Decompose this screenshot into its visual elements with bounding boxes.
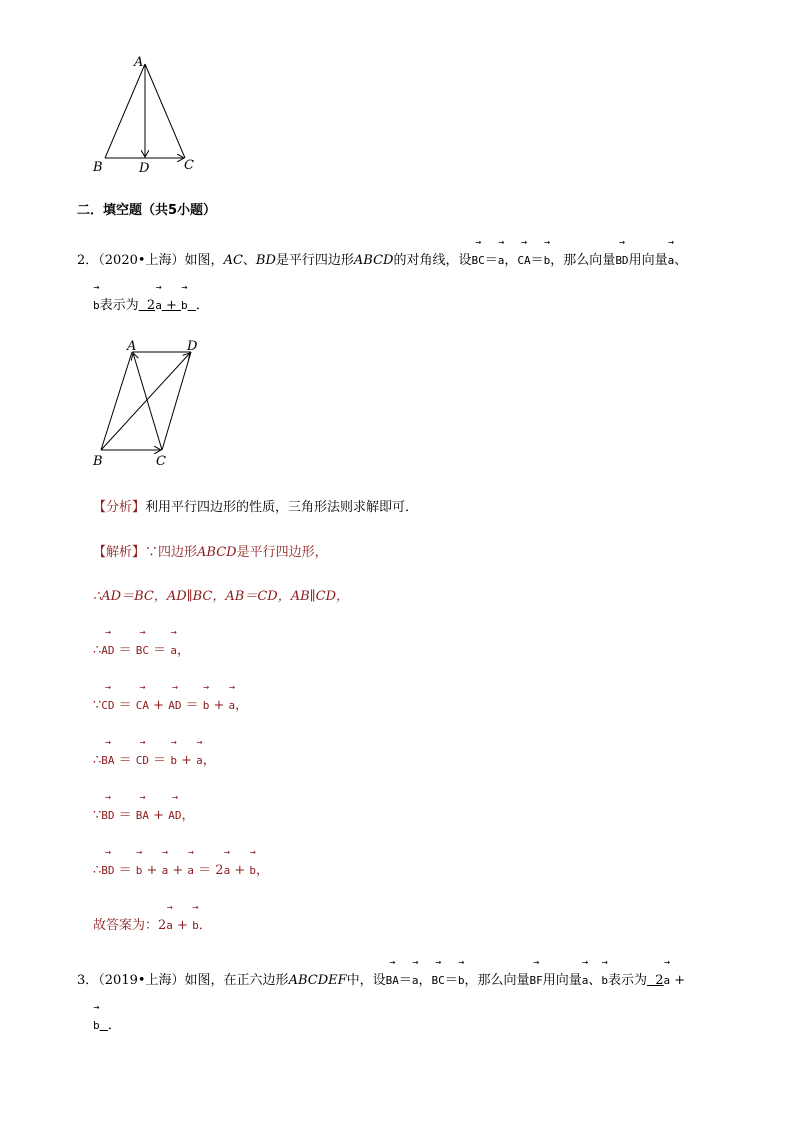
end: ， (181, 808, 195, 823)
vec-a: → a (412, 971, 419, 991)
label-c: C (156, 454, 166, 469)
vec-b: → b (458, 971, 465, 991)
q2-ans-pad (139, 298, 147, 313)
op: ＝ (114, 753, 136, 768)
vec-ca: → CA (136, 696, 149, 716)
vec-bf: → BF (529, 971, 542, 991)
q2-ans-2: 2 (146, 298, 156, 313)
q2-answer-blank (139, 298, 196, 313)
sym: ∵ (93, 808, 102, 823)
vec-bc: → BC (136, 641, 149, 661)
q2-comma: ， (504, 253, 518, 268)
analysis-tag: 【分析】 (93, 500, 146, 515)
side-ab (101, 352, 132, 450)
op: ＝ (114, 863, 136, 878)
q2-number: 2． (77, 253, 99, 268)
q3-text: 中，设 (346, 973, 386, 988)
q2-bd: BD (255, 253, 276, 268)
op: ＝ 2 (194, 863, 224, 878)
vec-b: → b (93, 296, 100, 316)
vec-a: → a (224, 861, 231, 881)
q3-answer-blank (647, 973, 670, 988)
vec-bd: → BD (101, 861, 114, 881)
q3-text: 表示为 (607, 973, 647, 988)
vec-a: → a (155, 296, 162, 316)
vec-b: → b (249, 861, 256, 881)
vec-ca: → CA (517, 251, 530, 271)
op: + (172, 918, 193, 933)
q2-text: 如图， (184, 253, 224, 268)
vec-bc: → BC (432, 971, 445, 991)
op: ＝ (114, 808, 136, 823)
q3-text: 如图，在正六边形 (184, 973, 289, 988)
q2-ac: AC (223, 253, 243, 268)
vec-a: → a (582, 971, 589, 991)
end: ， (255, 863, 269, 878)
because-sym: ∵ (145, 545, 159, 560)
q3-ans-2: 2 (647, 973, 664, 988)
end: ， (176, 643, 190, 658)
label-b: B (93, 160, 103, 175)
q3-number: 3． (77, 973, 99, 988)
op: ＝ (149, 643, 171, 658)
solution-line-6 (93, 861, 269, 881)
side-ab (105, 64, 145, 158)
q2-ans-pad (188, 298, 196, 313)
solution-final (93, 916, 212, 936)
solution-text: 是平行四边形， (236, 545, 328, 560)
q3-text: 用向量 (542, 973, 582, 988)
vec-a: → a (196, 751, 203, 771)
q3-sep: 、 (588, 973, 602, 988)
vec-b: → b (601, 971, 608, 991)
vec-ad: → AD (101, 641, 114, 661)
vec-ba: → BA (136, 806, 149, 826)
final-2: 2 (158, 918, 167, 933)
triangle-figure (88, 52, 208, 180)
sym: ∴ (93, 643, 102, 658)
op: + (149, 808, 169, 823)
q3-source: （2019•上海） (98, 973, 185, 988)
solution-abcd: ABCD (197, 545, 237, 560)
q2-eq: ＝ (484, 253, 498, 268)
q2-sep: 、 (242, 253, 256, 268)
q3-abcdef: ABCDEF (288, 973, 347, 988)
analysis (93, 498, 418, 518)
label-a: A (134, 55, 144, 70)
op: ＝ (114, 698, 136, 713)
label-a: A (127, 339, 137, 354)
q3-eq: ＝ (444, 973, 458, 988)
question-2-cont (93, 296, 209, 316)
op: ＝ (181, 698, 203, 713)
label-c: C (184, 158, 194, 173)
q2-abcd: ABCD (353, 253, 394, 268)
vec-a: → a (664, 971, 671, 991)
side-ac (145, 64, 185, 158)
vec-ad: → AD (168, 806, 181, 826)
q3-ans-pad (100, 1018, 108, 1033)
q2-text: 是平行四边形 (275, 253, 354, 268)
op: ＝ (114, 643, 136, 658)
vec-a: → a (170, 641, 177, 661)
q2-text: 用向量 (628, 253, 668, 268)
q3-eq: ＝ (398, 973, 412, 988)
q2-text: 表示为 (99, 298, 139, 313)
vec-b: → b (93, 1016, 100, 1036)
vec-b: → b (136, 861, 143, 881)
label-d: D (139, 161, 150, 176)
solution-tag: 【解析】 (93, 545, 146, 560)
vec-a: → a (162, 861, 169, 881)
op: + (230, 863, 250, 878)
sym: ∵ (93, 698, 102, 713)
q2-sep: 、 (674, 253, 688, 268)
end: ， (235, 698, 249, 713)
vec-bd: → BD (615, 251, 628, 271)
vec-b: → b (544, 251, 551, 271)
vec-ad: → AD (168, 696, 181, 716)
vector-ca (133, 353, 162, 450)
q3-answer-blank-cont (93, 1018, 108, 1033)
q2-text: ，那么向量 (550, 253, 616, 268)
op: + (176, 753, 197, 768)
parallelogram-figure (88, 336, 208, 470)
label-d: D (187, 339, 198, 354)
vec-a: → a (498, 251, 505, 271)
q2-source: （2020•上海） (98, 253, 185, 268)
vec-ba: → BA (101, 751, 114, 771)
vec-b: → b (181, 296, 188, 316)
op: ＝ (149, 753, 171, 768)
q2-end: ． (195, 298, 209, 313)
end: ， (202, 753, 216, 768)
label-b: B (93, 454, 103, 469)
vec-a: → a (166, 916, 173, 936)
section-title: 二．填空题（共5小题） (77, 203, 217, 218)
solution-line-4 (93, 751, 216, 771)
op: + (149, 698, 169, 713)
final-text: 故答案为： (93, 918, 159, 933)
vec-a: → a (187, 861, 194, 881)
op: + (142, 863, 162, 878)
analysis-text: 利用平行四边形的性质，三角形法则求解即可． (145, 500, 419, 515)
side-dc (162, 352, 191, 450)
vec-b: → b (170, 751, 177, 771)
q3-end: ． (107, 1018, 121, 1033)
vec-a: → a (229, 696, 236, 716)
solution-line-2 (93, 641, 190, 661)
q2-text: 的对角线，设 (393, 253, 472, 268)
vec-cd: → CD (101, 696, 114, 716)
op: + (209, 698, 229, 713)
vec-b: → b (203, 696, 210, 716)
q2-ans-plus: + (161, 298, 181, 313)
q3-comma: ， (418, 973, 432, 988)
vec-b: → b (192, 916, 199, 936)
vec-ba: → BA (386, 971, 399, 991)
solution-line-5 (93, 806, 194, 826)
q2-eq: ＝ (530, 253, 544, 268)
q3-text: ，那么向量 (464, 973, 530, 988)
vec-a: → a (668, 251, 675, 271)
op: + (168, 863, 188, 878)
solution-intro (93, 543, 328, 563)
q3-ans-plus: + (670, 973, 690, 988)
solution-line-3 (93, 696, 248, 716)
solution-text: 四边形 (158, 545, 198, 560)
sym: ∴ (93, 863, 102, 878)
question-3 (77, 971, 689, 991)
vec-cd: → CD (136, 751, 149, 771)
vec-bc: → BC (472, 251, 485, 271)
question-3-cont (93, 1016, 121, 1036)
end: ． (198, 918, 212, 933)
question-2 (77, 251, 687, 271)
sym: ∴ (93, 753, 102, 768)
vec-bd: → BD (101, 806, 114, 826)
solution-line-1: ∴AD＝BC，AD∥BC，AB＝CD，AB∥CD， (93, 589, 350, 604)
